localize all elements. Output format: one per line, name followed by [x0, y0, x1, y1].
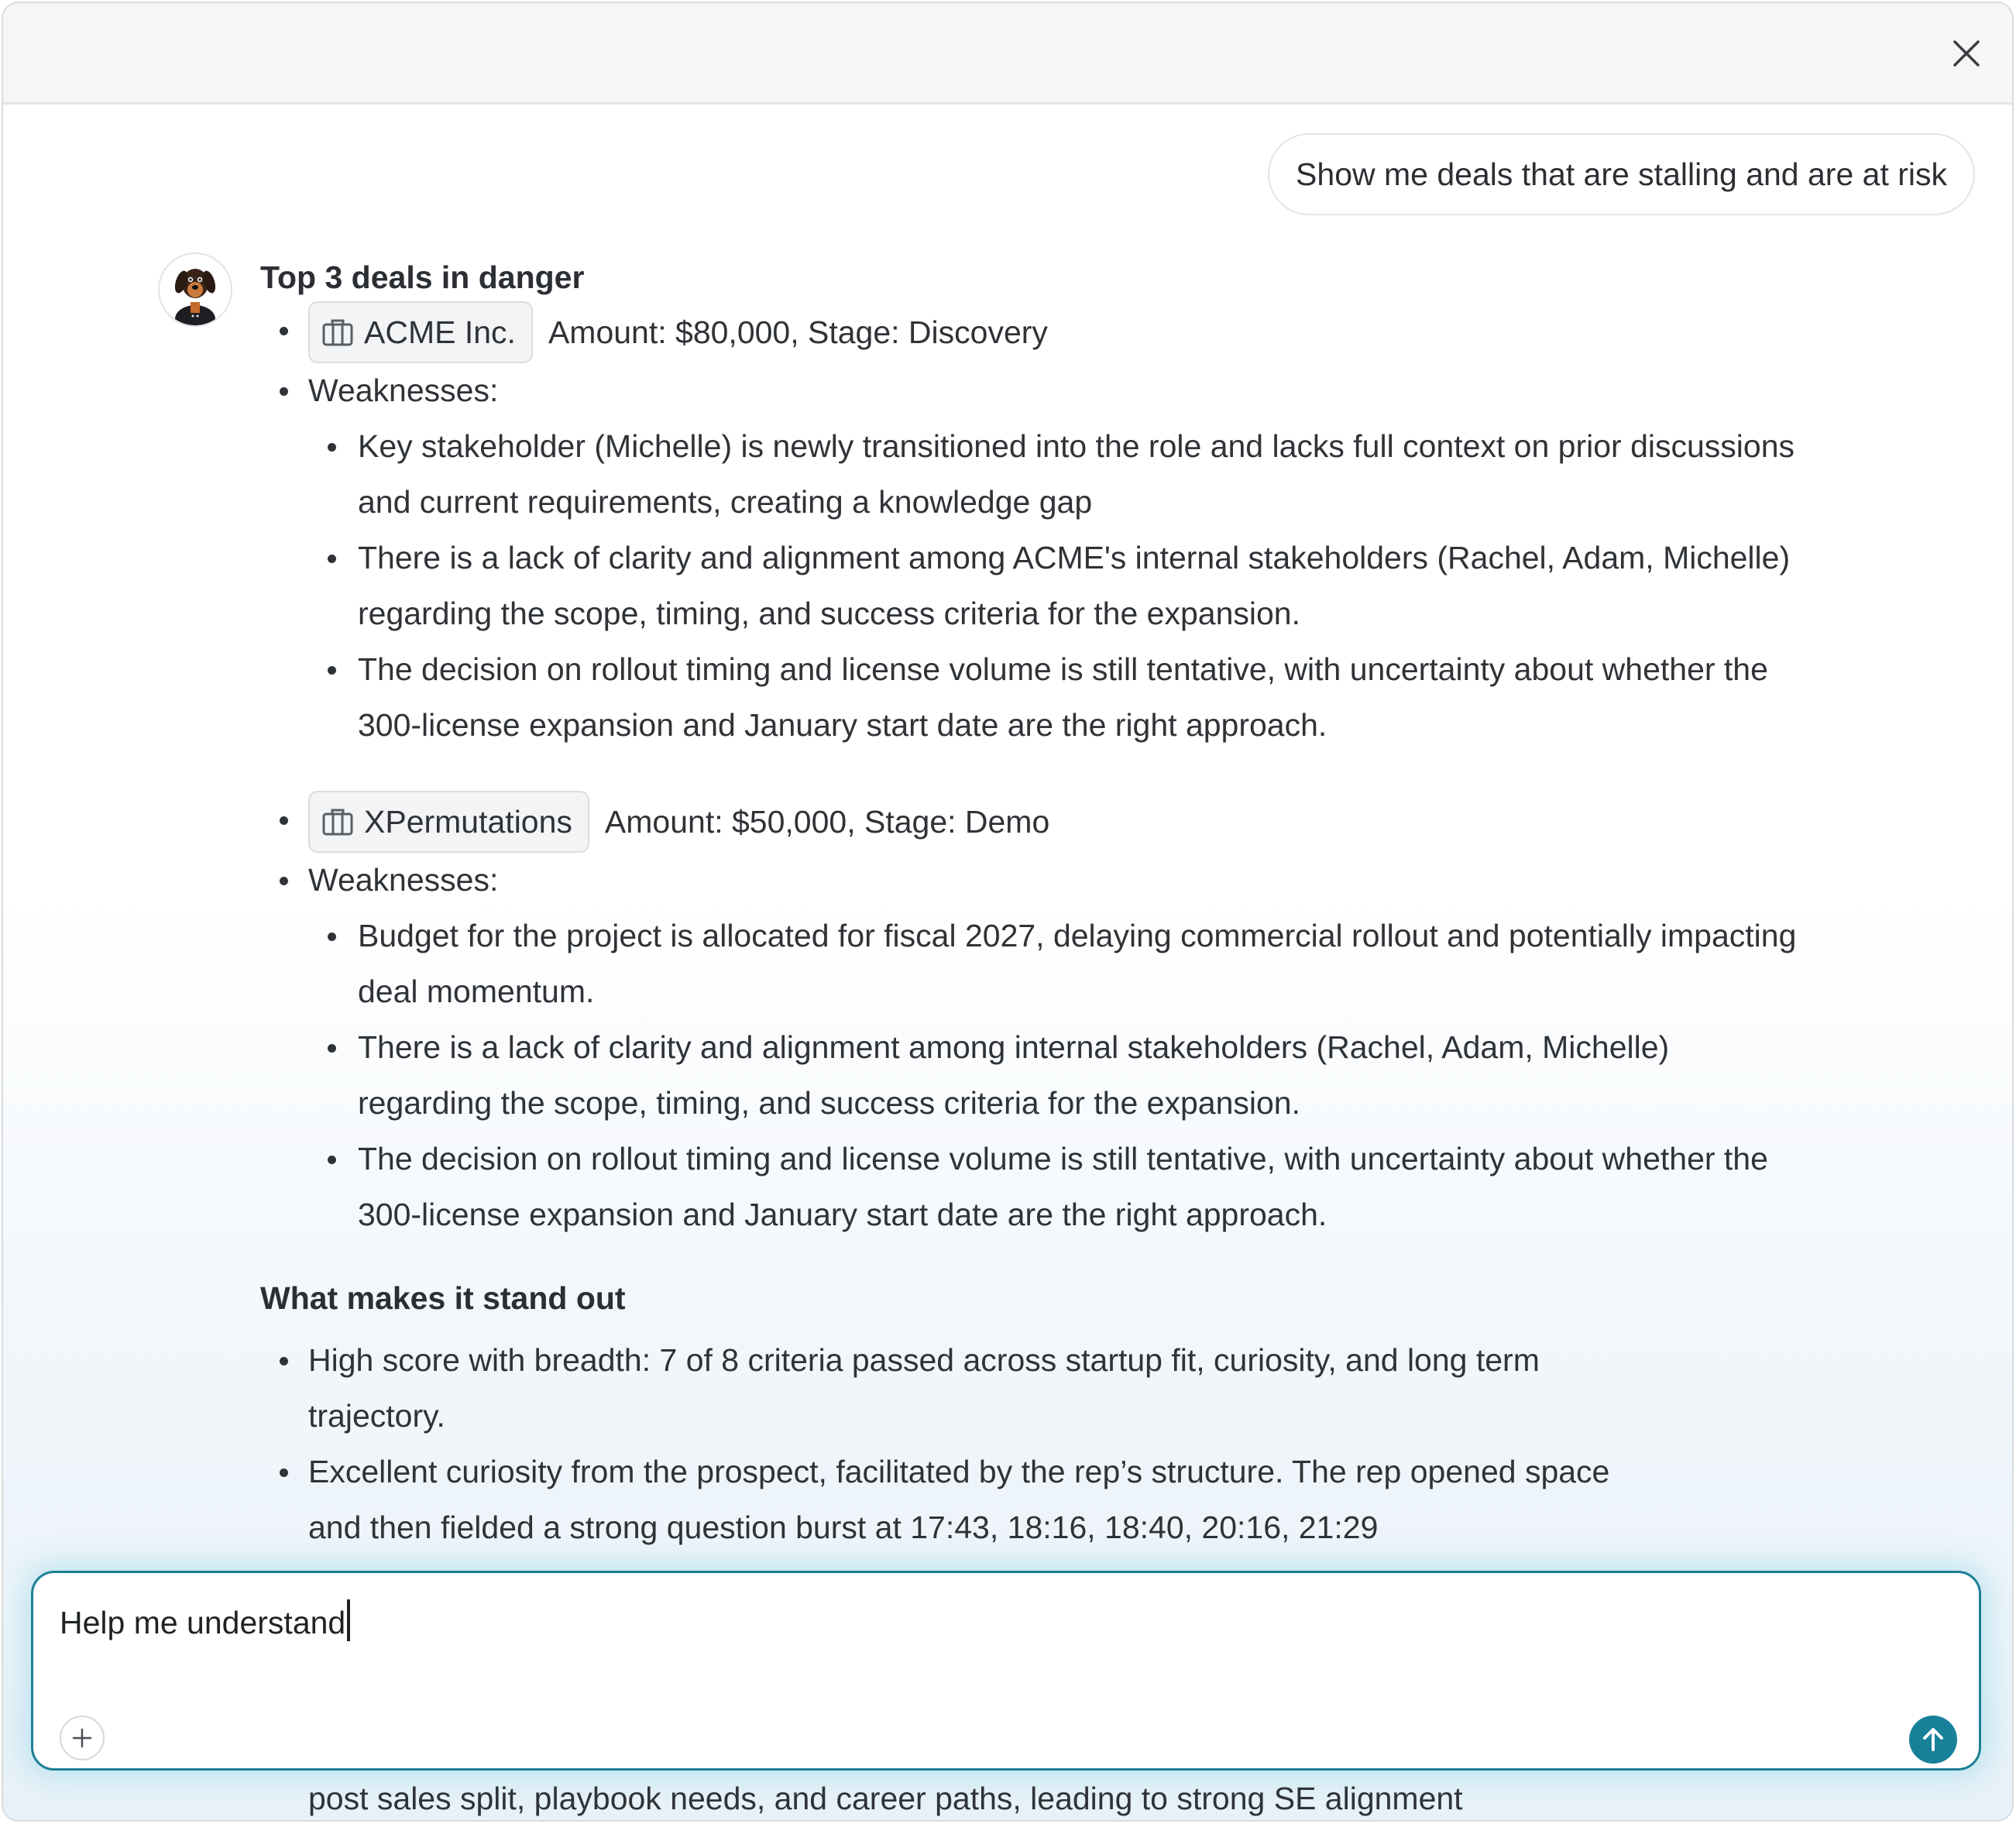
standout-heading: What makes it stand out	[260, 1280, 626, 1316]
weakness-item: Key stakeholder (Michelle) is newly transitioned into the role and lacks full context on prior discussions and current requirements, creating a knowledge gap	[260, 418, 1809, 530]
plus-icon	[71, 1727, 93, 1749]
deal-name: ACME Inc.	[364, 314, 516, 350]
deal-list	[260, 792, 1809, 908]
user-message-bubble: Show me deals that are stalling and are at risk	[1268, 133, 1975, 215]
weakness-list	[260, 418, 1809, 753]
response-title: Top 3 deals in danger	[260, 259, 585, 295]
deal-chip-acme[interactable]	[308, 301, 533, 363]
add-attachment-button[interactable]	[60, 1716, 105, 1760]
assistant-window	[2, 2, 2014, 1822]
deal-chip-xpermutations[interactable]	[308, 791, 589, 853]
standout-list	[260, 1332, 1631, 1555]
weaknesses-label: Weaknesses:	[308, 862, 499, 898]
deal-details: Amount: $80,000, Stage: Discovery	[548, 314, 1048, 350]
weaknesses-item	[260, 852, 1809, 908]
weaknesses-item	[260, 362, 1809, 418]
briefcase-icon	[322, 318, 353, 346]
weakness-list	[260, 908, 1809, 1242]
weaknesses-label: Weaknesses:	[308, 373, 499, 408]
deal-name: XPermutations	[364, 804, 572, 840]
deal-list	[260, 302, 1809, 418]
assistant-response	[260, 252, 1809, 1555]
standout-item: High score with breadth: 7 of 8 criteria passed across startup fit, curiosity, and long term trajectory.	[260, 1332, 1631, 1444]
weakness-item: There is a lack of clarity and alignment among ACME's internal stakeholders (Rachel, Adam, Michelle) regarding the scope, timing, and success criteria for the expansion.	[260, 530, 1809, 641]
deal-details: Amount: $50,000, Stage: Demo	[604, 804, 1050, 840]
briefcase-icon	[322, 808, 353, 836]
composer-value: Help me understand	[60, 1605, 346, 1640]
text-caret	[347, 1599, 350, 1641]
weakness-item: The decision on rollout timing and license volume is still tentative, with uncertainty about whether the 300-license expansion and January start date are the right approach.	[260, 1131, 1809, 1242]
send-button[interactable]	[1909, 1716, 1957, 1764]
trailing-response-text: post sales split, playbook needs, and career paths, leading to strong SE alignment	[308, 1781, 1463, 1816]
dog-avatar-icon	[160, 254, 231, 325]
window-header	[3, 3, 2012, 105]
deal-item	[260, 792, 1809, 852]
weakness-item: The decision on rollout timing and license volume is still tentative, with uncertainty about whether the 300-license expansion and January start date are the right approach.	[260, 641, 1809, 753]
close-button[interactable]	[1950, 37, 1983, 70]
composer-input[interactable]	[60, 1599, 350, 1646]
standout-item: Excellent curiosity from the prospect, facilitated by the rep’s structure. The rep opened space and then fielded a strong question burst at 17:43, 18:16, 18:40, 20:16, 21:29	[260, 1444, 1631, 1555]
arrow-up-icon	[1920, 1726, 1946, 1753]
weakness-item: Budget for the project is allocated for fiscal 2027, delaying commercial rollout and potentially impacting deal momentum.	[260, 908, 1809, 1019]
close-icon	[1950, 37, 1983, 70]
assistant-avatar	[158, 252, 232, 327]
deal-item	[260, 302, 1809, 362]
weakness-item: There is a lack of clarity and alignment among internal stakeholders (Rachel, Adam, Michelle) regarding the scope, timing, and success criteria for the expansion.	[260, 1019, 1809, 1131]
message-composer[interactable]	[31, 1571, 1981, 1771]
